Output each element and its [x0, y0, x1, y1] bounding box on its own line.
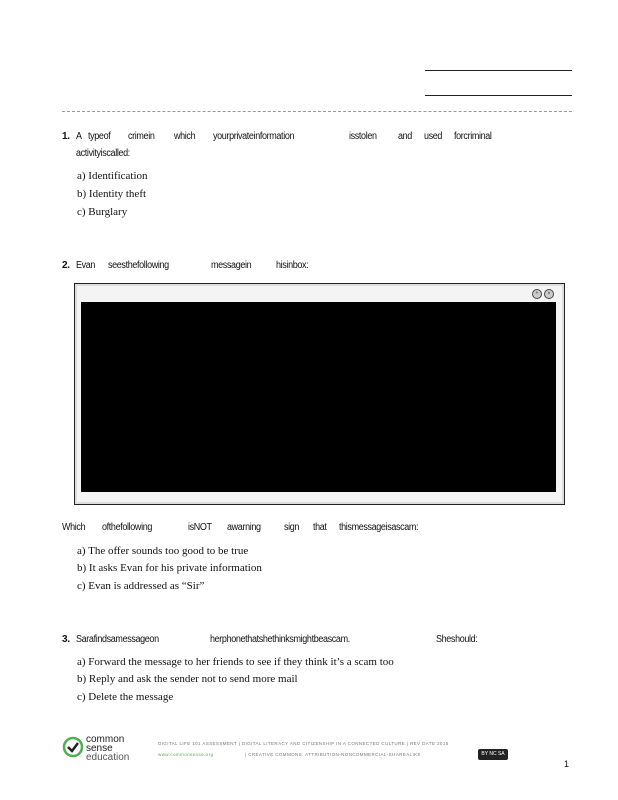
logo-text-common: common: [86, 734, 125, 745]
name-line: [425, 70, 572, 71]
q2-word: ofthefollowing: [102, 522, 153, 533]
q1-word: which: [174, 131, 196, 142]
q1-option-c[interactable]: c) Burglary: [77, 206, 128, 218]
q2-word: messagein: [211, 260, 252, 271]
dashed-divider: [62, 111, 572, 112]
question-2-number: 2.: [62, 260, 70, 271]
q2-word: thismessageisascam:: [339, 522, 419, 533]
q3-option-b[interactable]: b) Reply and ask the sender not to send more mail: [77, 673, 298, 685]
footer-line-2: | CREATIVE COMMONS: ATTRIBUTION-NONCOMMERCIAL-SHAREALIKE: [245, 752, 421, 757]
question-3-number: 3.: [62, 634, 70, 645]
q1-word: crimein: [128, 131, 155, 142]
q2-word: Which: [62, 522, 86, 533]
logo-text-sense: sense: [86, 743, 113, 754]
q2-word: sign: [284, 522, 300, 533]
q1-option-b[interactable]: b) Identity theft: [77, 188, 147, 200]
q1-word: yourprivateinformation: [213, 131, 295, 142]
q1-word: and: [398, 131, 412, 142]
q2-word: Evan: [76, 260, 96, 271]
page-number: 1: [564, 759, 570, 769]
q3-option-a[interactable]: a) Forward the message to her friends to see if they think it’s a scam too: [77, 656, 394, 668]
q2-option-b[interactable]: b) It asks Evan for his private information: [77, 562, 262, 574]
q1-word: forcriminal: [454, 131, 492, 142]
q2-word: seesthefollowing: [108, 260, 169, 271]
q1-word: used: [424, 131, 443, 142]
q1-word: activityiscalled:: [76, 148, 130, 159]
checkmark-circle-icon: [62, 736, 84, 758]
q2-option-c[interactable]: c) Evan is addressed as “Sir”: [77, 580, 205, 592]
date-line: [425, 95, 572, 96]
footer-link[interactable]: www.commonsense.org: [158, 752, 214, 757]
q2-word: hisinbox:: [276, 260, 309, 271]
window-close-icon[interactable]: ×: [544, 289, 554, 299]
q1-word: typeof: [88, 131, 111, 142]
q2-word: isNOT: [188, 522, 212, 533]
window-minimize-icon[interactable]: +: [532, 289, 542, 299]
message-screen: [81, 302, 556, 492]
q1-option-a[interactable]: a) Identification: [77, 170, 148, 182]
footer-line-1: DIGITAL LIFE 101 ASSESSMENT | DIGITAL LITERACY AND CITIZENSHIP IN A CONNECTED CULTURE | REV DATE 2015: [158, 741, 449, 746]
q1-word: isstolen: [349, 131, 377, 142]
q2-option-a[interactable]: a) The offer sounds too good to be true: [77, 545, 249, 557]
question-1-number: 1.: [62, 131, 70, 142]
q1-word: A: [76, 131, 82, 142]
creative-commons-badge: BY NC SA: [478, 749, 508, 760]
q3-word: Sarafindsamessageon: [76, 634, 159, 645]
logo-text-education: education: [86, 752, 130, 763]
q2-word: that: [313, 522, 327, 533]
q2-word: awarning: [227, 522, 261, 533]
message-window: [74, 283, 565, 505]
q3-word: herphonethatshethinksmightbeascam.: [210, 634, 350, 645]
q3-word: Sheshould:: [436, 634, 478, 645]
q3-option-c[interactable]: c) Delete the message: [77, 691, 174, 703]
